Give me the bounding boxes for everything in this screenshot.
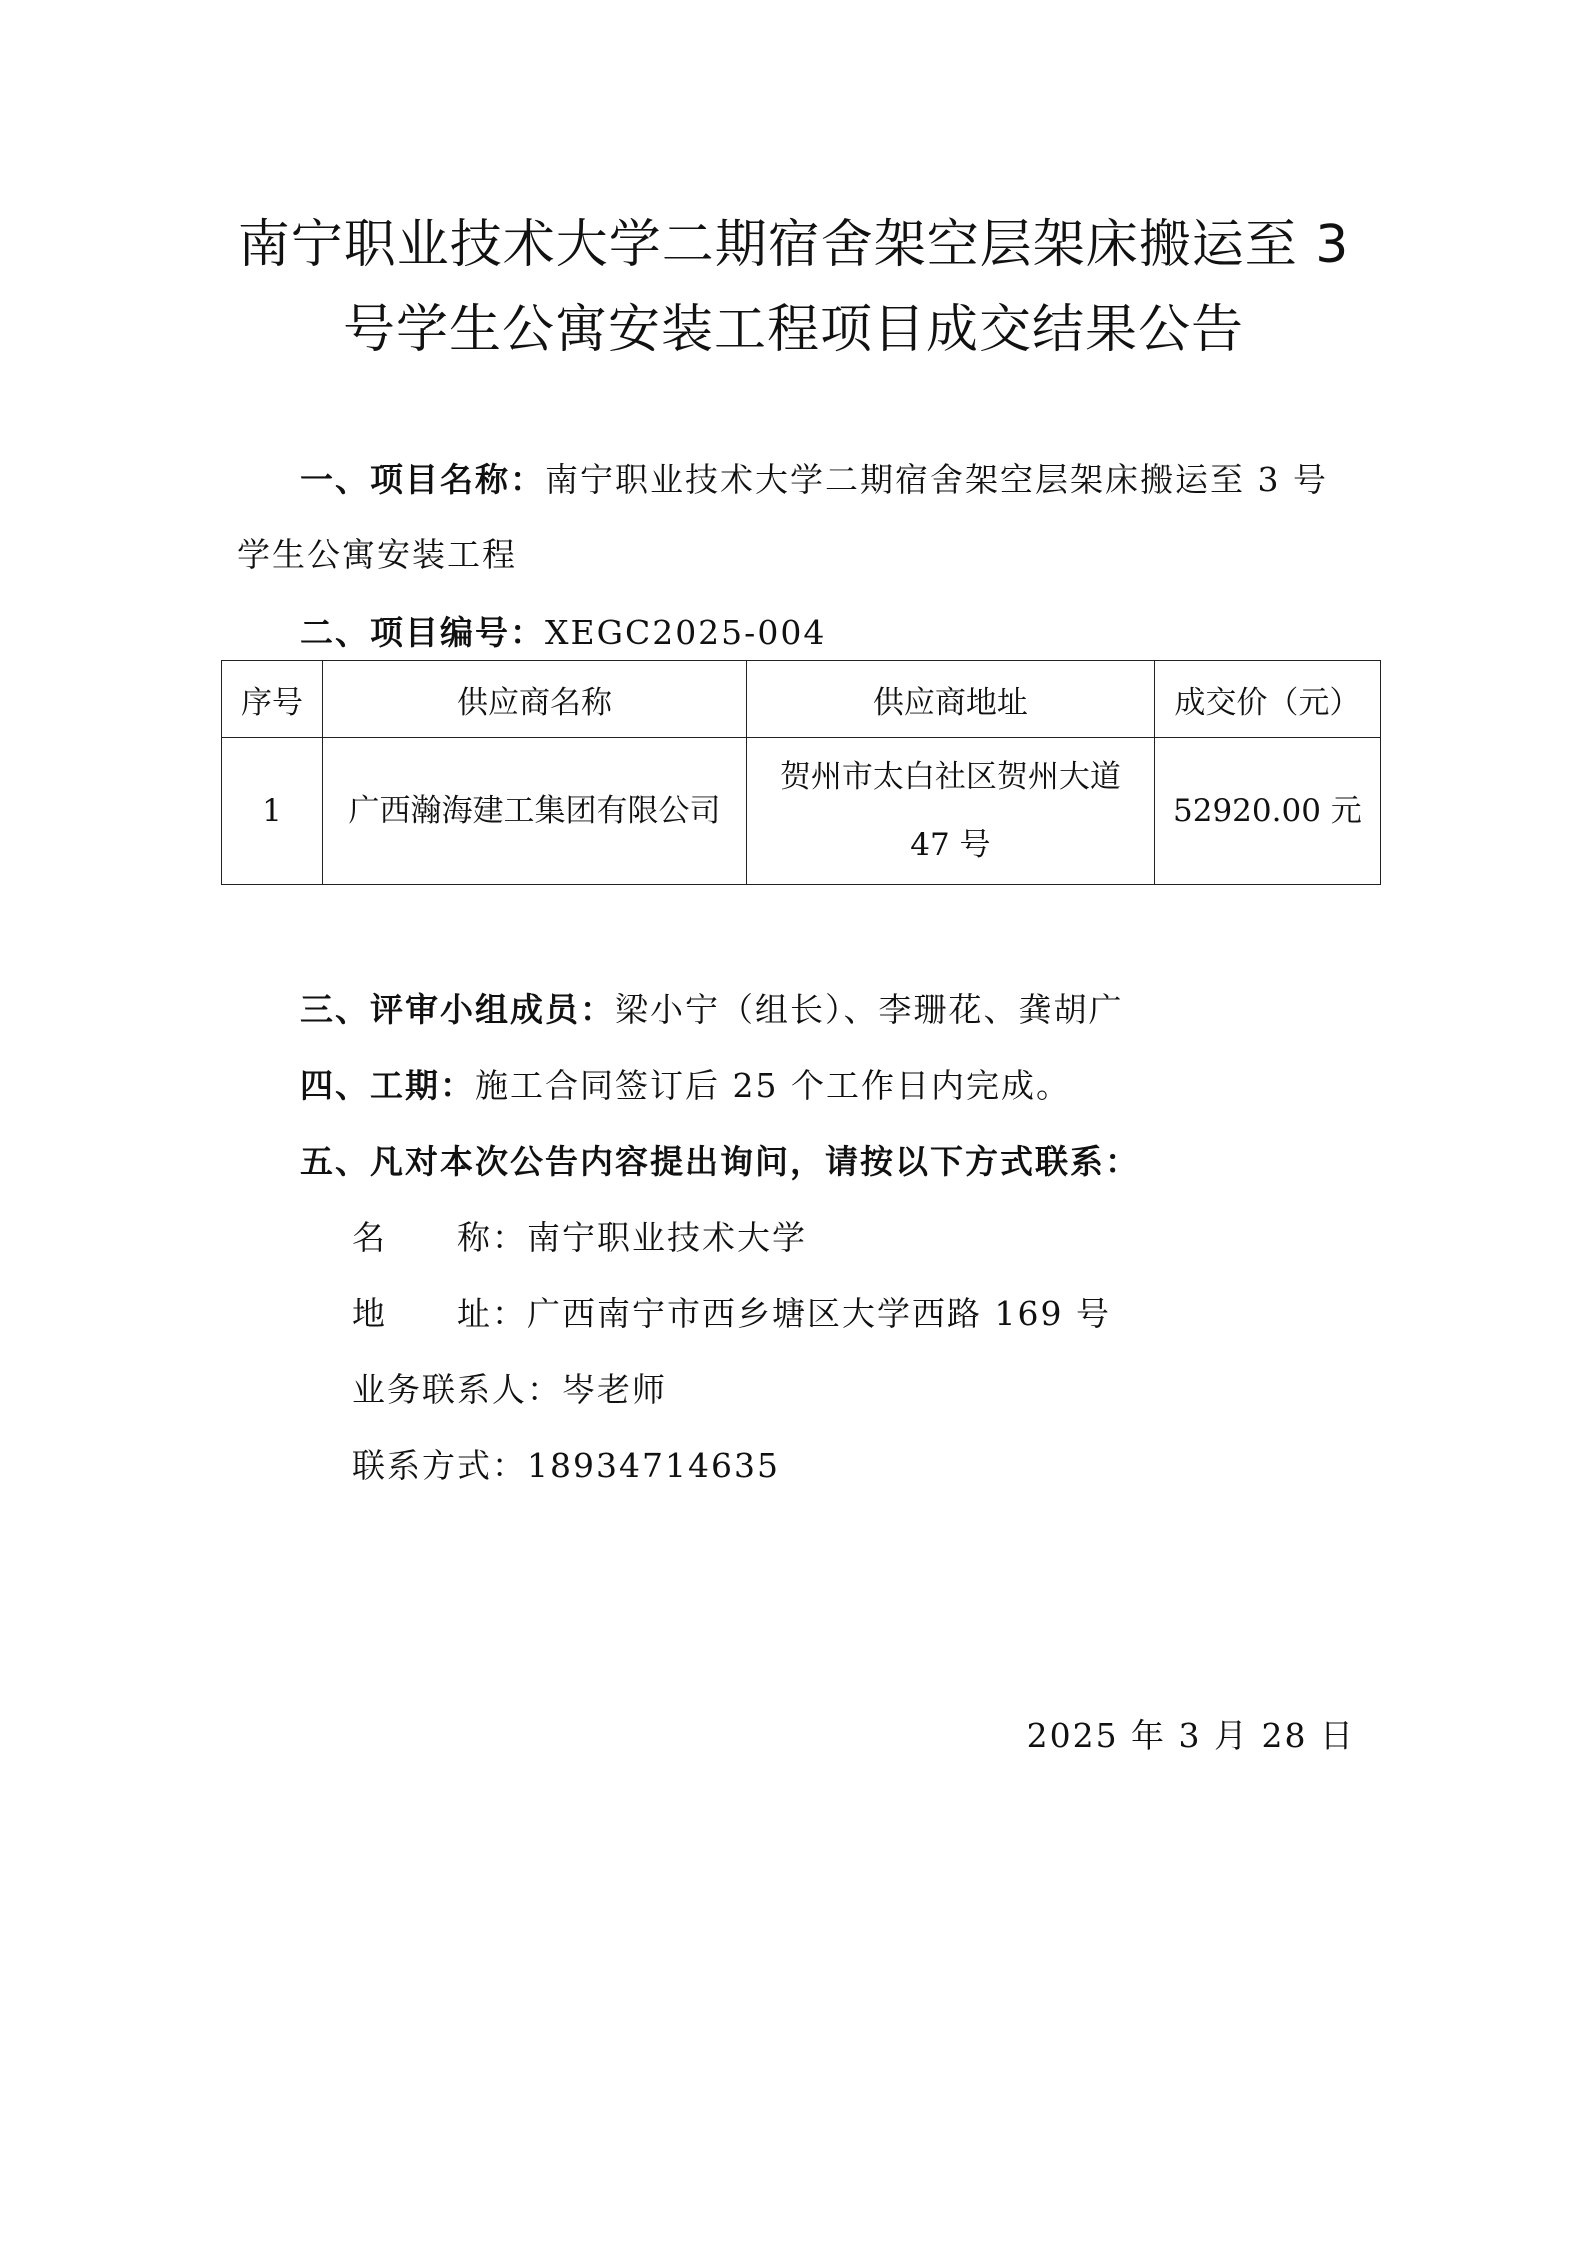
inquiry-label: 五、凡对本次公告内容提出询问，请按以下方式联系： (300, 1142, 1140, 1181)
contact-person-value: 岑老师 (562, 1370, 667, 1409)
project-number-line (300, 613, 826, 653)
page-title-line1: 南宁职业技术大学二期宿舍架空层架床搬运至 3 (237, 215, 1350, 275)
header-index: 序号 (222, 661, 323, 738)
inquiry-line (300, 1142, 1140, 1182)
cell-supplier-name: 广西瀚海建工集团有限公司 (322, 738, 746, 885)
header-price: 成交价（元） (1154, 661, 1380, 738)
header-supplier-name: 供应商名称 (322, 661, 746, 738)
page-title-line2: 号学生公寓安装工程项目成交结果公告 (342, 300, 1244, 360)
contact-person-label: 业务联系人： (352, 1370, 562, 1409)
contact-name-line (352, 1218, 807, 1258)
contact-address-value: 广西南宁市西乡塘区大学西路 169 号 (527, 1294, 1111, 1333)
address-line1: 贺州市太白社区贺州大道 (779, 759, 1121, 795)
table-header-row (222, 661, 1381, 738)
cell-index: 1 (222, 738, 323, 885)
review-panel-value: 梁小宁（组长）、李珊花、龚胡广 (615, 990, 1124, 1029)
contact-person-line (352, 1370, 667, 1410)
header-supplier-address: 供应商地址 (746, 661, 1154, 738)
announcement-date: 2025 年 3 月 28 日 (1026, 1716, 1355, 1755)
contact-address-label: 地 址： (352, 1294, 527, 1333)
cell-supplier-address (746, 738, 1154, 885)
project-number-value: XEGC2025-004 (545, 613, 827, 652)
project-name-continued: 学生公寓安装工程 (237, 535, 517, 574)
contact-name-label: 名 称： (352, 1218, 527, 1257)
contact-name-value: 南宁职业技术大学 (527, 1218, 807, 1257)
project-name-label: 一、项目名称： (300, 460, 545, 499)
review-panel-line (300, 990, 1124, 1030)
duration-line (300, 1066, 1071, 1106)
duration-label: 四、工期： (300, 1066, 475, 1105)
review-panel-label: 三、评审小组成员： (300, 990, 615, 1029)
project-name-value: 南宁职业技术大学二期宿舍架空层架床搬运至 3 号 (545, 460, 1328, 499)
contact-address-line (352, 1294, 1111, 1334)
cell-price: 52920.00 元 (1154, 738, 1380, 885)
contact-phone-label: 联系方式： (352, 1446, 527, 1485)
project-number-label: 二、项目编号： (300, 613, 545, 652)
project-name-line (300, 460, 1328, 500)
result-table (221, 660, 1381, 885)
address-line2: 47 号 (910, 827, 991, 863)
contact-phone-value: 18934714635 (527, 1446, 780, 1485)
contact-phone-line (352, 1446, 780, 1486)
table-row (222, 738, 1381, 885)
duration-value: 施工合同签订后 25 个工作日内完成。 (475, 1066, 1071, 1105)
